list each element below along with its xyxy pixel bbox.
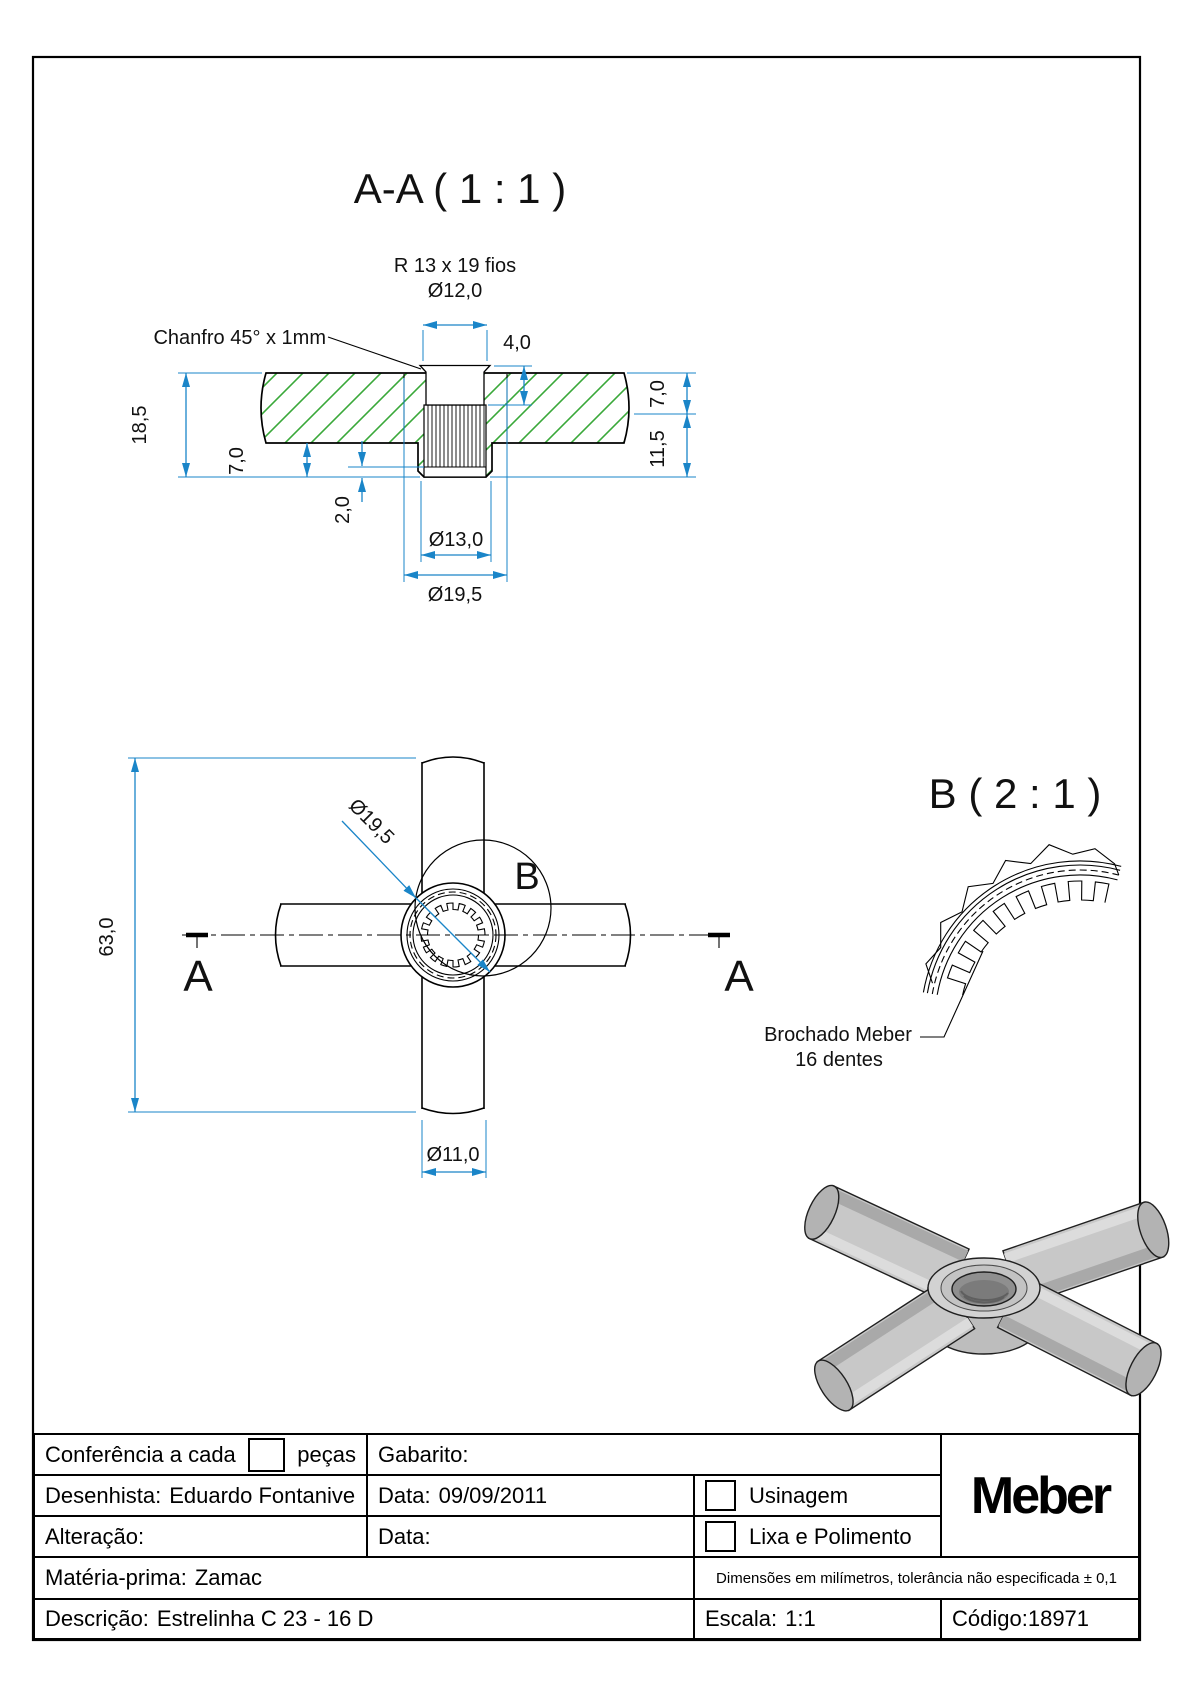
iso-view-3d <box>798 1181 1175 1417</box>
usinagem-checkbox <box>705 1480 736 1511</box>
materia-prima-value: Zamac <box>194 1565 263 1590</box>
desenhista-value: Eduardo Fontanive <box>169 1482 356 1508</box>
detail-spline-teeth <box>948 881 1109 995</box>
detail-note-line1: Brochado Meber <box>764 1024 912 1046</box>
front-view <box>96 757 754 1178</box>
dim-2-label: 2,0 <box>332 496 354 524</box>
lixa-label: Lixa e Polimento <box>749 1523 912 1549</box>
escala-label: Escala: <box>705 1606 778 1631</box>
data1-label: Data: <box>378 1482 431 1508</box>
dim-dia11-label: Ø11,0 <box>426 1144 480 1166</box>
dim-4-label: 4,0 <box>503 332 531 354</box>
data1-cell <box>366 1474 695 1517</box>
gabarito-label: Gabarito: <box>378 1441 469 1467</box>
codigo-label: Código: <box>952 1606 1028 1631</box>
section-view-title: A-A ( 1 : 1 ) <box>353 165 567 212</box>
section-view-aa <box>129 165 696 606</box>
dim-63-label: 63,0 <box>96 917 118 957</box>
chamfer-note: Chanfro 45° x 1mm <box>153 327 326 349</box>
escala-cell <box>693 1598 942 1640</box>
usinagem-label: Usinagem <box>749 1482 849 1508</box>
section-spline-bore <box>424 405 486 477</box>
meber-logo: Meber <box>970 1466 1110 1525</box>
lixa-checkbox <box>705 1521 736 1552</box>
descricao-label: Descrição: <box>45 1606 149 1631</box>
codigo-cell <box>940 1598 1140 1640</box>
descricao-value: Estrelinha C 23 - 16 D <box>156 1606 374 1631</box>
dim-dia13-label: Ø13,0 <box>428 529 484 551</box>
escala-value: 1:1 <box>785 1606 816 1631</box>
dim-7-left-label: 7,0 <box>226 447 248 475</box>
descricao-cell <box>33 1598 695 1640</box>
dim-7-right-label: 7,0 <box>647 380 669 408</box>
sheet-border <box>33 57 1140 1640</box>
desenhista-cell <box>33 1474 368 1517</box>
section-marker-right: A <box>724 952 754 1001</box>
detail-note-line2: 16 dentes <box>795 1049 883 1071</box>
dim-dia19-5-section-label: Ø19,5 <box>427 584 483 606</box>
data1-value: 09/09/2011 <box>438 1482 548 1508</box>
gabarito-cell <box>366 1433 942 1476</box>
dim-dia19-5-front-label: Ø19,5 <box>344 794 399 849</box>
materia-prima-cell <box>33 1556 695 1600</box>
detail-marker-b: B <box>514 856 540 898</box>
conferencia-qty-box <box>248 1438 285 1472</box>
detail-view-title: B ( 2 : 1 ) <box>928 770 1102 817</box>
data2-label: Data: <box>378 1523 431 1549</box>
desenhista-label: Desenhista: <box>45 1482 162 1508</box>
conferencia-label: Conferência a cada <box>45 1441 236 1467</box>
conferencia-cell <box>33 1433 368 1476</box>
section-spline-teeth-lines <box>428 405 484 467</box>
section-marker-left: A <box>183 952 213 1001</box>
thread-note: R 13 x 19 fios <box>393 255 517 277</box>
detail-view-b <box>764 770 1121 1071</box>
tolerancia-note: Dimensões em milímetros, tolerância não especificada ± 0,1 <box>716 1569 1117 1587</box>
usinagem-cell <box>693 1474 942 1517</box>
dim-18-5-label: 18,5 <box>129 405 151 445</box>
data2-cell <box>366 1515 695 1558</box>
dim-11-5-label: 11,5 <box>647 430 669 468</box>
codigo-value: 18971 <box>1027 1606 1090 1631</box>
alteracao-cell <box>33 1515 368 1558</box>
pecas-label: peças <box>297 1441 356 1467</box>
dim-dia12-label: Ø12,0 <box>427 280 483 302</box>
materia-prima-label: Matéria-prima: <box>45 1565 187 1590</box>
lixa-cell <box>693 1515 942 1558</box>
tolerancia-cell <box>693 1556 1140 1600</box>
title-block <box>33 1433 1140 1640</box>
section-top-recess <box>420 366 490 406</box>
alteracao-label: Alteração: <box>45 1523 145 1549</box>
logo-cell <box>940 1433 1140 1558</box>
